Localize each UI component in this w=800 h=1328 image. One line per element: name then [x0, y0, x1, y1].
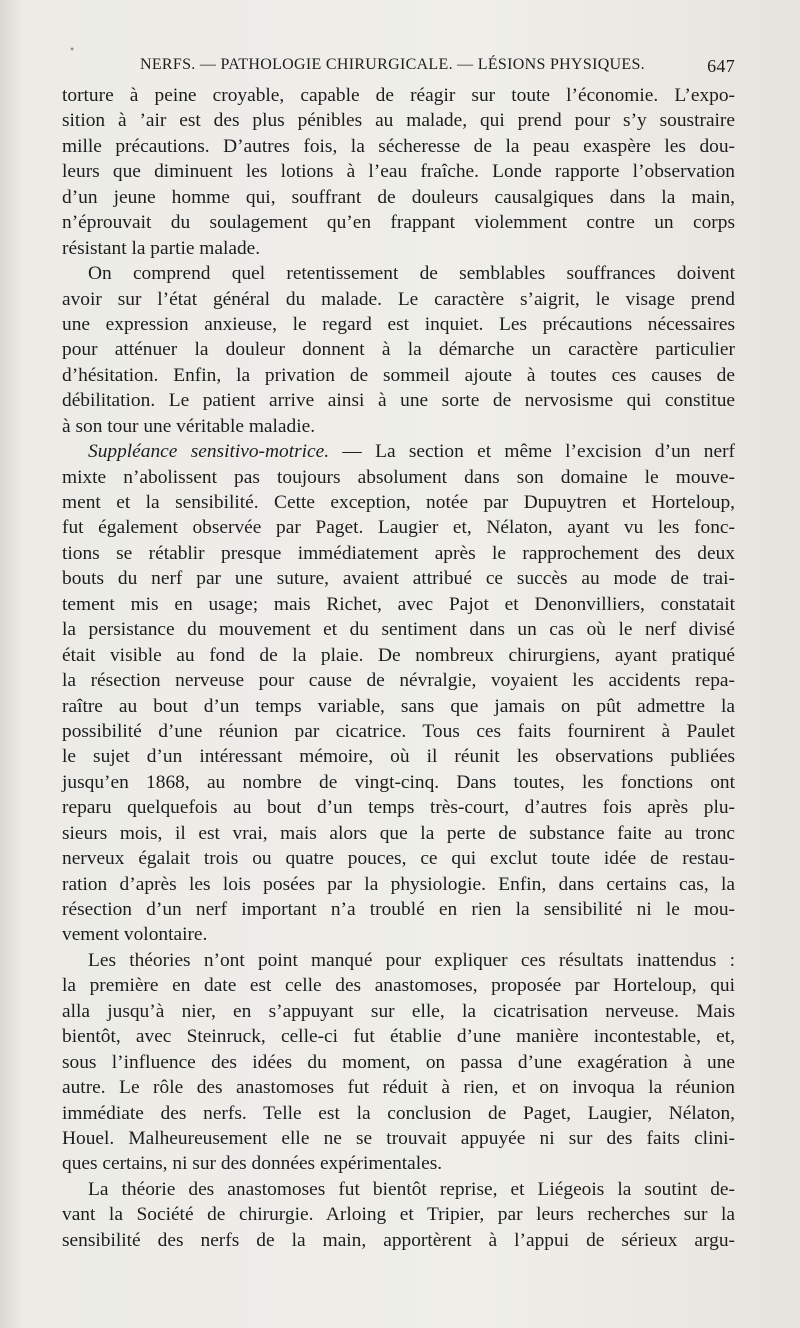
- text-line: fut également observée par Paget. Laugier et, Nélaton, ayant vu les fonc-: [62, 517, 735, 539]
- text-line: jusqu’en 1868, au nombre de vingt-cinq. Dans toutes, les fonctions ont: [62, 771, 735, 793]
- text-line: nerveux égalait trois ou quatre pouces, ce qui exclut toute idée de restau-: [62, 848, 735, 870]
- text-line: sensibilité des nerfs de la main, apportèrent à l’appui de sérieux argu-: [62, 1229, 735, 1251]
- text-line: bientôt, avec Steinruck, celle-ci fut établie d’une manière incontestable, et,: [62, 1026, 735, 1048]
- text-line: leurs que diminuent les lotions à l’eau fraîche. Londe rapporte l’observation: [62, 161, 735, 183]
- text-line: la persistance du mouvement et du sentiment dans un cas où le nerf divisé: [62, 619, 735, 641]
- text-line: ration d’après les lois posées par la physiologie. Enfin, dans certains cas, la: [62, 873, 735, 895]
- text-line: raître au bout d’un temps variable, sans que jamais on pût admettre la: [62, 695, 735, 717]
- text-line: bouts du nerf par une suture, avaient attribué ce succès au mode de trai-: [62, 568, 735, 590]
- text-line: mille précautions. D’autres fois, la sécheresse de la peau exaspère les dou-: [62, 135, 735, 157]
- body-text: [62, 83, 735, 1253]
- text-line: d’hésitation. Enfin, la privation de sommeil ajoute à toutes ces causes de: [62, 364, 735, 386]
- text-line: sous l’influence des idées du moment, on passa d’une exagération à une: [62, 1051, 735, 1073]
- text-line: [62, 439, 735, 464]
- text-line: vant la Société de chirurgie. Arloing et Tripier, par leurs recherches sur la: [62, 1204, 735, 1226]
- text-line: la première en date est celle des anastomoses, proposée par Horteloup, qui: [62, 975, 735, 997]
- text-line: résection d’un nerf important n’a troublé en rien la sensibilité ni le mou-: [62, 899, 735, 920]
- running-header: [140, 56, 735, 82]
- text-line: ment et la sensibilité. Cette exception, notée par Dupuytren et Horteloup,: [62, 492, 735, 513]
- ink-speck-icon: •: [70, 42, 75, 56]
- text-line: débilitation. Le patient arrive ainsi à une sorte de nervosisme qui constitue: [62, 390, 735, 412]
- text-line: tement mis en usage; mais Richet, avec Pajot et Denonvilliers, constatait: [62, 593, 735, 615]
- text-line: tions se rétablir presque immédiatement après le rapprochement des deux: [62, 542, 735, 564]
- text-line: n’éprouvait du soulagement qu’en frappant violemment contre un corps: [62, 212, 735, 234]
- text-line: à son tour une véritable maladie.: [62, 415, 316, 437]
- text-line: On comprend quel retentissement de semblables souffrances doivent: [88, 263, 735, 285]
- text-line: Les théories n’ont point manqué pour expliquer ces résultats inattendus :: [88, 949, 735, 971]
- text-line: avoir sur l’état général du malade. Le caractère s’aigrit, le visage prend: [62, 288, 735, 310]
- text-line: sieurs mois, il est vrai, mais alors que la perte de substance faite au tronc: [62, 822, 735, 844]
- text-line: reparu quelquefois au bout d’un temps très-court, d’autres fois après plu-: [62, 797, 735, 819]
- text-line: La théorie des anastomoses fut bientôt reprise, et Liégeois la soutint de-: [88, 1178, 735, 1200]
- text-line: d’un jeune homme qui, souffrant de douleurs causalgiques dans la main,: [62, 186, 735, 208]
- section-heading: Suppléance sensitivo-motrice.: [88, 441, 330, 463]
- text-line: ques certains, ni sur des données expérimentales.: [62, 1153, 443, 1175]
- text-line: alla jusqu’à nier, en s’appuyant sur elle, la cicatrisation nerveuse. Mais: [62, 1000, 735, 1022]
- text-line: vement volontaire.: [62, 924, 208, 946]
- text-line: autre. Le rôle des anastomoses fut réduit à rien, et on invoqua la réunion: [62, 1077, 735, 1099]
- running-title: NERFS. — PATHOLOGIE CHIRURGICALE. — LÉSIONS PHYSIQUES.: [140, 56, 645, 73]
- text-line: était visible au fond de la plaie. De nombreux chirurgiens, ayant pratiqué: [62, 644, 735, 666]
- text-line: sition à ’air est des plus pénibles au malade, qui prend pour s’y soustraire: [62, 110, 735, 132]
- text-line: pour atténuer la douleur donnent à la démarche un caractère particulier: [62, 339, 735, 361]
- text-line: résistant la partie malade.: [62, 237, 261, 259]
- text-line: une expression anxieuse, le regard est inquiet. Les précautions nécessaires: [62, 313, 735, 335]
- section-text: — La section et même l’excision d’un nerf: [329, 441, 735, 463]
- text-line: torture à peine croyable, capable de réagir sur toute l’économie. L’expo-: [62, 85, 735, 106]
- text-line: immédiate des nerfs. Telle est la conclusion de Paget, Laugier, Nélaton,: [62, 1102, 735, 1124]
- page-number: 647: [707, 56, 735, 76]
- text-line: Houel. Malheureusement elle ne se trouvait appuyée ni sur des faits clini-: [62, 1127, 735, 1149]
- text-line: possibilité d’une réunion par cicatrice. Tous ces faits fournirent à Paulet: [62, 720, 735, 742]
- text-line: mixte n’abolissent pas toujours absolument dans son domaine le mouve-: [62, 466, 735, 488]
- text-line: la résection nerveuse pour cause de névralgie, voyaient les accidents repa-: [62, 670, 735, 692]
- text-line: le sujet d’un intéressant mémoire, où il réunit les observations publiées: [62, 746, 735, 768]
